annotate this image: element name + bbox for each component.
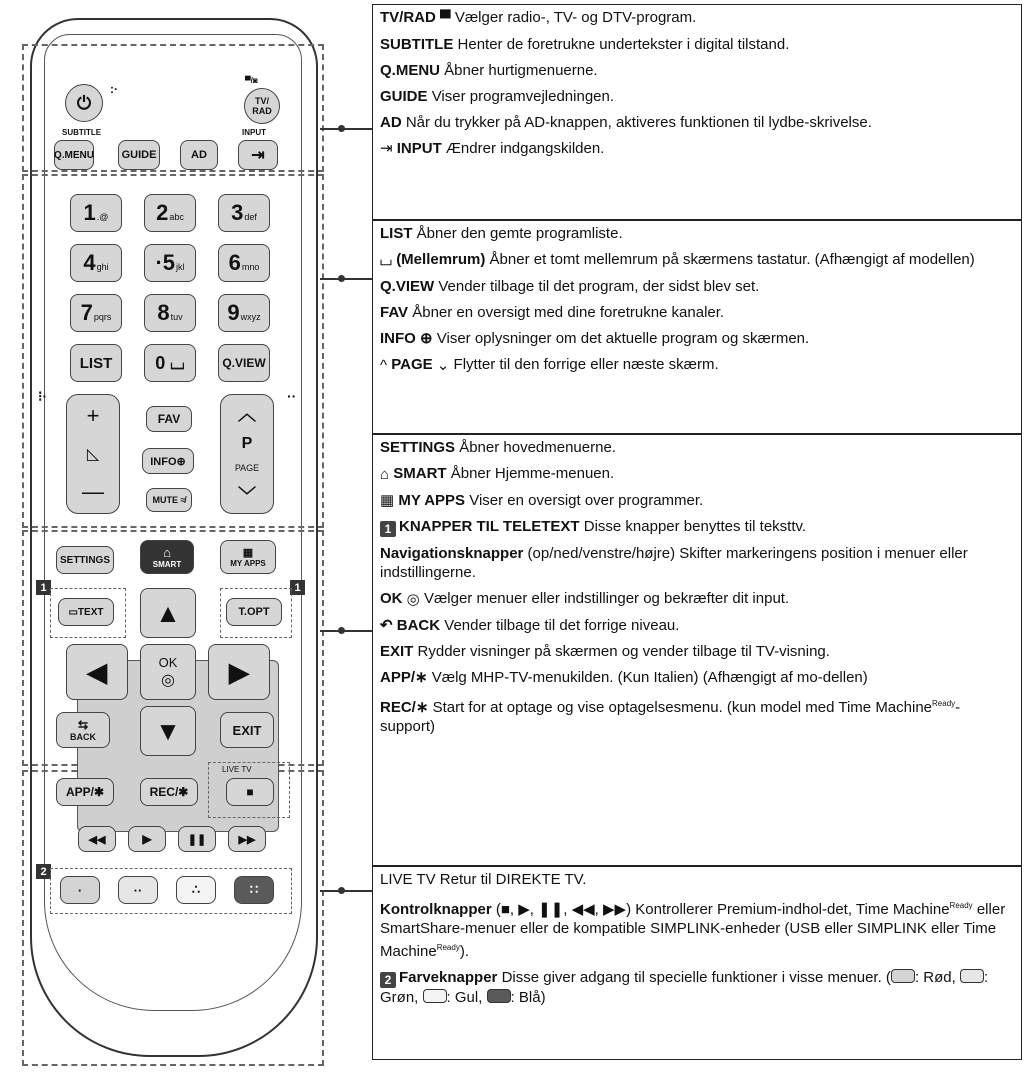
marker-1-left: 1 — [36, 580, 51, 595]
desc-teletext: 1 KNAPPER TIL TELETEXT Disse knapper benyttes til teksttv. — [380, 517, 1015, 537]
page-down-icon[interactable]: ﹀ — [238, 486, 256, 507]
page-dots: ·· — [287, 388, 297, 404]
connector-dot-4 — [338, 887, 345, 894]
up-button[interactable]: ▲ — [140, 588, 196, 638]
red-button[interactable]: · — [60, 876, 100, 904]
key-6[interactable]: 6 mno — [218, 244, 270, 282]
page-up-icon[interactable]: ︿ — [238, 403, 256, 424]
key-0[interactable]: 0 ⌴ — [144, 344, 196, 382]
ok-icon: ◎ — [161, 671, 175, 689]
connector-dot-1 — [338, 125, 345, 132]
desc-rec: REC/∗ Start for at optage og vise optagelsesmenu. (kun model med Time Machine$^{Ready}$-support) — [380, 699, 961, 736]
home-icon: ⌂ — [380, 465, 390, 483]
description-box-numbers — [372, 220, 1022, 434]
volume-down-icon[interactable]: — — [82, 479, 104, 505]
yellow-button[interactable]: ∴ — [176, 876, 216, 904]
ok-circle-icon: ◎ — [406, 590, 420, 608]
down-button[interactable]: ▼ — [140, 706, 196, 756]
desc-list: LIST Åbner den gemte programliste. — [380, 225, 623, 242]
desc-ad: AD Når du trykker på AD-knappen, aktiveres funktionen til lydbe-skrivelse. — [380, 113, 872, 131]
desc-app: APP/∗ Vælg MHP-TV-menukilden. (Kun Italien) (Afhængigt af mo-dellen) — [380, 669, 868, 687]
tv-radio-icon: ▀ — [440, 9, 451, 27]
description-box-top — [372, 4, 1022, 220]
key-8[interactable]: 8 tuv — [144, 294, 196, 332]
fastforward-button[interactable]: ▶▶ — [228, 826, 266, 852]
qview-button[interactable]: Q.VIEW — [218, 344, 270, 382]
pause-button[interactable]: ❚❚ — [178, 826, 216, 852]
connector-3 — [320, 630, 372, 632]
input-tag: INPUT — [242, 128, 266, 137]
desc-control: Kontrolknapper (■, ▶, ❚❚, ◀◀, ▶▶) Kontrollerer Premium-indhol-det, Time Machine$^{Ready}$ eller SmartShare-menuer eller de kompatible SIMPLINK-enheder (USB eller SIMPLINK eller Time Machine$^{Ready}$). — [380, 901, 1006, 960]
subtitle-tag: SUBTITLE — [62, 128, 102, 137]
livetv-button[interactable]: ■ — [226, 778, 274, 806]
power-button[interactable]: ⏻ — [65, 84, 103, 122]
blue-key-icon — [487, 989, 511, 1003]
desc-ok: OK ◎ Vælger menuer eller indstillinger og bekræfter dit input. — [380, 590, 790, 608]
desc-smart: ⌂ SMART Åbner Hjemme-menuen. — [380, 465, 615, 483]
right-button[interactable]: ▶ — [208, 644, 270, 700]
key-7[interactable]: 7 pqrs — [70, 294, 122, 332]
desc-qview: Q.VIEW Vender tilbage til det program, der sidst blev set. — [380, 277, 760, 295]
key-4[interactable]: 4 ghi — [70, 244, 122, 282]
desc-myapps: ▦ MY APPS Viser en oversigt over programmer. — [380, 491, 704, 510]
remote-control-illustration — [22, 10, 322, 1070]
fav-button[interactable]: FAV — [146, 406, 192, 432]
myapps-button[interactable] — [220, 540, 276, 574]
back-arrow-icon: ↶ — [380, 617, 393, 635]
connector-dot-3 — [338, 627, 345, 634]
desc-input: ⇥ INPUT Ændrer indgangskilden. — [380, 139, 605, 158]
desc-tvrad: TV/RAD ▀ Vælger radio-, TV- og DTV-program. — [380, 9, 697, 27]
guide-button[interactable]: GUIDE — [118, 140, 160, 170]
key-5[interactable]: ·5 jkl — [144, 244, 196, 282]
play-button[interactable]: ▶ — [128, 826, 166, 852]
desc-fav: FAV Åbner en oversigt med dine foretrukne kanaler. — [380, 303, 725, 321]
connector-4 — [320, 890, 372, 892]
desc-guide: GUIDE Viser programvejledningen. — [380, 87, 615, 105]
smart-button[interactable] — [140, 540, 194, 574]
description-box-controls — [372, 866, 1022, 1060]
desc-livetv: LIVE TV Retur til DIREKTE TV. — [380, 871, 587, 888]
text-button[interactable]: ▭TEXT — [58, 598, 114, 626]
desc-exit: EXIT Rydder visninger på skærmen og vender tilbage til TV-visning. — [380, 643, 830, 661]
back-button[interactable] — [56, 712, 110, 748]
ok-label: OK — [158, 654, 178, 670]
page-p-label: P — [241, 435, 253, 453]
input-icon: ⇥ — [380, 140, 393, 158]
ad-button[interactable]: AD — [180, 140, 218, 170]
desc-back: ↶ BACK Vender tilbage til det forrige niveau. — [380, 616, 680, 635]
settings-button[interactable]: SETTINGS — [56, 546, 114, 574]
app-button[interactable]: APP/✱ — [56, 778, 114, 806]
input-button[interactable]: ⇥ — [238, 140, 278, 170]
desc-page: ^ PAGE ⌄ Flytter til den forrige eller næste skærm. — [380, 356, 719, 374]
exit-button[interactable]: EXIT — [220, 712, 274, 748]
desc-subtitle: SUBTITLE Henter de foretrukne undertekster i digital tilstand. — [380, 35, 790, 53]
topt-button[interactable]: T.OPT — [226, 598, 282, 626]
desc-settings: SETTINGS Åbner hovedmenuerne. — [380, 439, 616, 456]
yellow-key-icon — [423, 989, 447, 1003]
page-word-label: PAGE — [234, 462, 260, 473]
info-icon: ⊕ — [420, 330, 433, 348]
space-icon: ⌴ — [380, 251, 393, 269]
key-1[interactable]: 1 .@ — [70, 194, 122, 232]
connector-1 — [320, 128, 372, 130]
desc-info: INFO ⊕ Viser oplysninger om det aktuelle program og skærmen. — [380, 329, 810, 348]
connector-2 — [320, 278, 372, 280]
number-2-icon: 2 — [380, 972, 396, 988]
myapps-label: MY APPS — [230, 559, 266, 568]
rewind-button[interactable]: ◀◀ — [78, 826, 116, 852]
desc-color-keys: 2 Farveknapper Disse giver adgang til specielle funktioner i visse menuer. ( : Rød, : Grøn, : Gul, : Blå) — [380, 969, 989, 1006]
green-key-icon — [960, 969, 984, 983]
key-3[interactable]: 3 def — [218, 194, 270, 232]
key-9[interactable]: 9 wxyz — [218, 294, 270, 332]
list-button[interactable]: LIST — [70, 344, 122, 382]
back-label: BACK — [70, 732, 96, 742]
power-dots: :· — [110, 82, 118, 96]
volume-dots: ⁝· — [38, 388, 48, 404]
livetv-tag: LIVE TV — [222, 765, 252, 774]
rec-button[interactable]: REC/✱ — [140, 778, 198, 806]
description-box-navigation — [372, 434, 1022, 866]
back-icon: ⇆ — [77, 718, 89, 732]
mute-button[interactable]: MUTE ≉ — [146, 488, 192, 512]
home-icon: ⌂ — [163, 545, 171, 560]
desc-qmenu: Q.MENU Åbner hurtigmenuerne. — [380, 61, 598, 79]
info-button[interactable]: INFO⊕ — [142, 448, 194, 474]
volume-rocker[interactable] — [66, 394, 120, 514]
green-button[interactable]: ·· — [118, 876, 158, 904]
volume-icon: ◺ — [86, 445, 100, 463]
myapps-icon: ▦ — [242, 547, 254, 559]
marker-1-right: 1 — [290, 580, 305, 595]
smart-label: SMART — [152, 560, 182, 569]
connector-dot-2 — [338, 275, 345, 282]
tvrad-button[interactable]: TV/ RAD — [244, 88, 280, 124]
desc-space: ⌴ (Mellemrum) Åbner et tomt mellemrum på skærmens tastatur. (Afhængigt af modellen) — [380, 251, 975, 269]
marker-2: 2 — [36, 864, 51, 879]
volume-up-icon[interactable]: + — [86, 402, 100, 428]
key-2[interactable]: 2 abc — [144, 194, 196, 232]
grid-icon: ▦ — [380, 492, 395, 510]
number-1-icon: 1 — [380, 521, 396, 537]
left-button[interactable]: ◀ — [66, 644, 128, 700]
red-key-icon — [891, 969, 915, 983]
blue-button[interactable]: ∷ — [234, 876, 274, 904]
tvrad-top-icon: ▀/◙ — [245, 76, 258, 85]
page-rocker[interactable] — [220, 394, 274, 514]
desc-navigation: Navigationsknapper (op/ned/venstre/højre) Skifter markeringens position i menuer eller indstillingerne. — [380, 545, 968, 582]
ok-button[interactable] — [140, 644, 196, 700]
chevron-up-icon: ^ — [380, 356, 388, 374]
chevron-down-icon: ⌄ — [436, 356, 450, 374]
qmenu-button[interactable]: Q.MENU — [54, 140, 94, 170]
